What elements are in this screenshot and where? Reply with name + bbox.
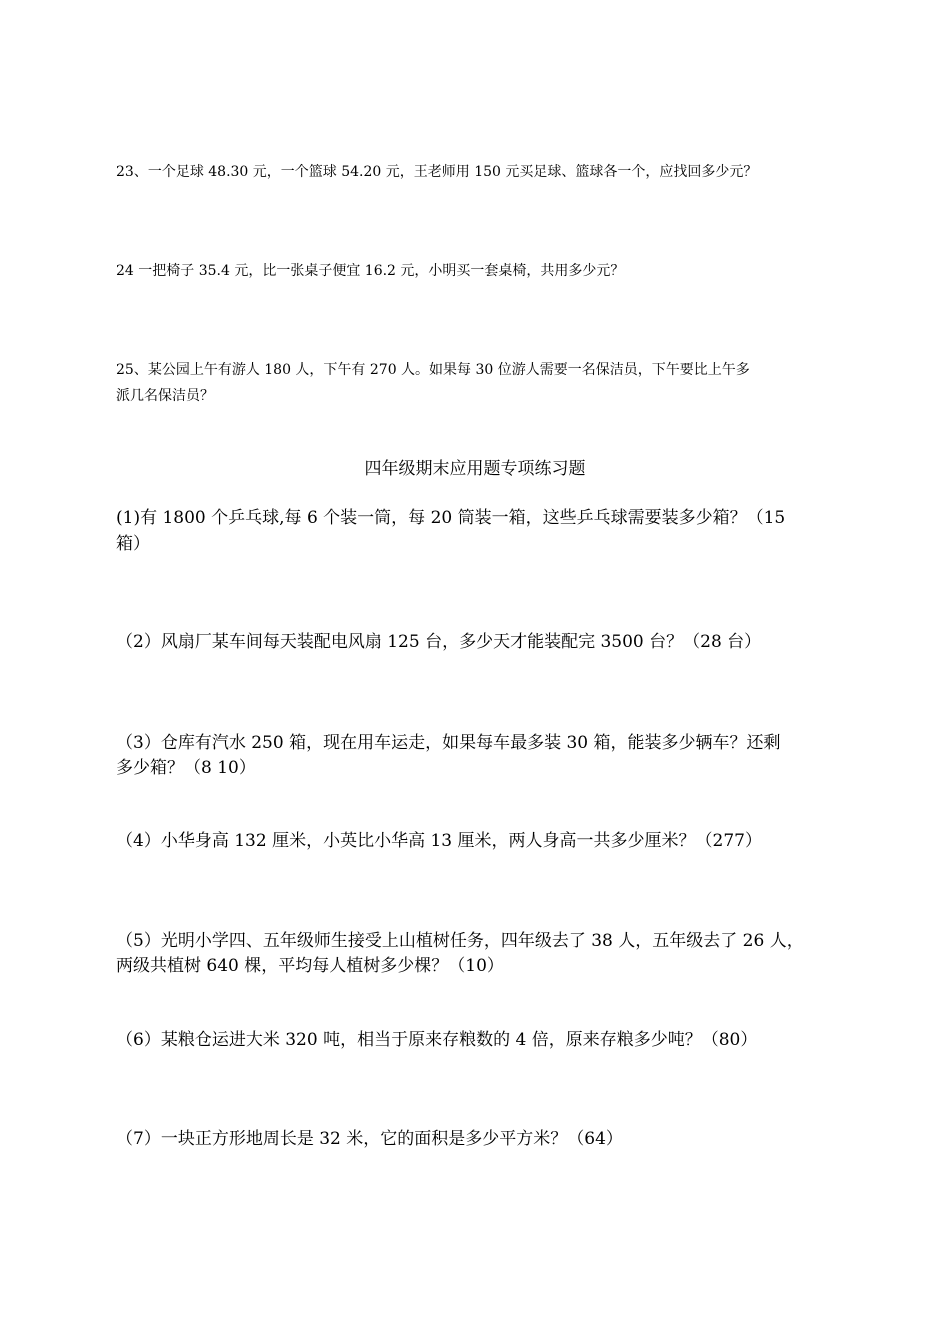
section-title: 四年级期末应用题专项练习题 xyxy=(364,459,586,479)
problem-7-line-1: （7）一块正方形地周长是 32 米，它的面积是多少平方米？（64） xyxy=(116,1129,623,1149)
problem-23-line-1: 23、一个足球 48.30 元，一个篮球 54.20 元，王老师用 150 元买足球、篮球各一个，应找回多少元？ xyxy=(116,164,758,180)
problem-24-line-1: 24 一把椅子 35.4 元，比一张桌子便宜 16.2 元，小明买一套桌椅，共用多少元？ xyxy=(116,263,625,279)
problem-25-line-2: 派几名保洁员？ xyxy=(116,388,214,404)
problem-6-line-1: （6）某粮仓运进大米 320 吨，相当于原来存粮数的 4 倍，原来存粮多少吨？（80） xyxy=(116,1030,758,1050)
problem-5-line-1: （5）光明小学四、五年级师生接受上山植树任务，四年级去了 38 人，五年级去了 26 人， xyxy=(116,931,804,951)
problem-1-line-2: 箱） xyxy=(116,534,150,554)
problem-2-line-1: （2）风扇厂某车间每天装配电风扇 125 台，多少天才能装配完 3500 台？（28 台） xyxy=(116,632,762,652)
problem-1-line-1: (1)有 1800 个乒乓球,每 6 个装一筒，每 20 筒装一箱，这些乒乓球需要装多少箱？（15 xyxy=(116,508,786,528)
problem-3-line-2: 多少箱？（8 10） xyxy=(116,758,256,778)
problem-5-line-2: 两级共植树 640 棵，平均每人植树多少棵？（10） xyxy=(116,956,504,976)
problem-25-line-1: 25、某公园上午有游人 180 人，下午有 270 人。如果每 30 位游人需要一名保洁员，下午要比上午多 xyxy=(116,362,750,378)
problem-3-line-1: （3）仓库有汽水 250 箱，现在用车运走，如果每车最多装 30 箱，能装多少辆车？还剩 xyxy=(116,733,781,753)
problem-4-line-1: （4）小华身高 132 厘米，小英比小华高 13 厘米，两人身高一共多少厘米？（277） xyxy=(116,831,762,851)
